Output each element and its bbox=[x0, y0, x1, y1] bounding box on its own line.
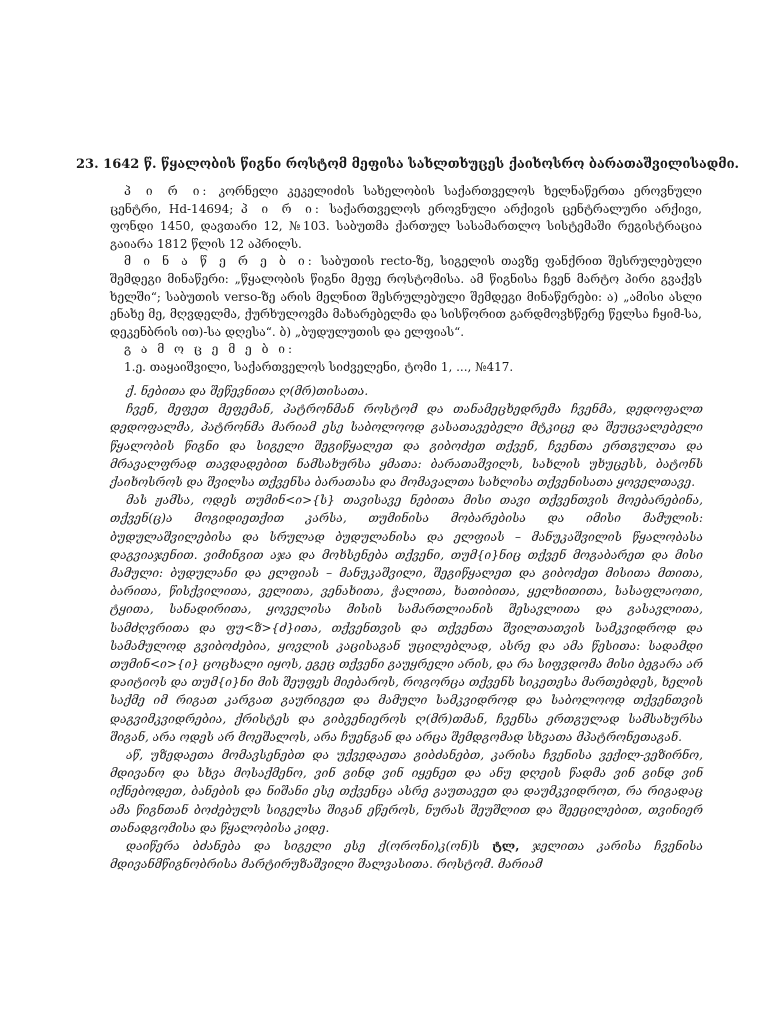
grant-paragraph: ჩვენ, მეფეთ მეფემან, პატრონმან როსტომ და თანამეცხედრემა ჩვენმა, დედოფალთ დედოფალმა, პატრონმა მარიამ ესე საბოლოოდ გასათავებელი მტკიცე და შეუცვალებელი წყალობის წიგნი და სიგელი შეგიწყალეთ და გიბოძეთ თქვენ, ჩვენთა ერთგულთა და მრავალფრად თავდადებით ნამსახურსა ყმათა: ბარათაშვილს, სახლის უხუცესს, ბატონს ქაიხოსროს და შვილსა თქვენსა ბარათასა და მომავალთა სახლისა თქვენისათა ყოველთავე. bbox=[110, 402, 703, 490]
terms-paragraph: მას ჟამსა, ოდეს თუმინ<ი>{ს} თავისავე ნებითა მისი თავი თქვენთვის მოებარებინა, თქვენ(ც)ა მოგიდიეთქით კარსა, თუმინისა მობარებისა და იმისი მამულის: ბუდულაშვილებისა და სრულად ბუდულანისა და ელფიას – მანუკაშვილის წყალობასა დაგვიაჯენით. ვიმინგით აჯა და მოხსენება თქვენი, თუმ{ი}ნიც თქვენ მოგაბარეთ და მისი მამული: ბუდულანი და ელფიას – მანუკაშვილი, შეგიწყალეთ და გიბოძეთ მისითა მთითა, ბარითა, წისქვილითა, ველითა, ვენახითა, ჭალითა, ხათიბითა, ყელხითითა, სასაფლაოთი, ტყითა, სანადირითა, ყოველისა მისის სამართლიანის შესავლითა და გასავლითა, სამძღვრითა და ფუ<ზ>{ძ}ითა, თქვენთვის და თქვენთა შვილთათვის სამკვიდროდ და სამამულოდ გვიბოძებია, ყოვლის კაცისაგან უცილებლად, ასრე და ამა წესითა: სადამდი თუმინ<ი>{ი} ცოცხალი იყოს, ეგეც თქვენი გაუყრელი არის, და რა სიფვდომა მისი ბეგარა არ დაიტიოს და თუმ{ი}ნი მის შეუფეს მიებაროს, როგორცა თქვენს სიკეთესა მართებდეს, ხელის საქმე იმ რიგათ კარგათ გაურიგეთ და მამული სამკვიდროდ და საბოლოოდ თქვენთვის დაგვიმკვიდრებია, ქრისტეს და გიბვენიეროს ღ(მრ)თმან, ჩვენსა ერთგულად სამსახურსა შიგან, არა ოდეს არ მოეშალოს, არა ჩუენგან და არცა შემდგომად სხვათა მპატრონეთაგან. bbox=[110, 493, 703, 744]
publication-item bbox=[110, 359, 702, 377]
notes-label: მ ი ნ ა წ ე რ ე ბ ი: bbox=[124, 254, 315, 269]
publications-label: გ ა მ ო ც ე მ ე ბ ი: bbox=[124, 342, 296, 357]
source-text: კორნელი კეკელიძის სახელობის საქართველოს ხელნაწერთა ეროვნული ცენტრი, Hd-14694; bbox=[110, 184, 702, 216]
instruction-paragraph: აწ, უზედაეთა მომავსენებთ და უქვედაეთა გიბძანებთ, კარისა ჩვენისა ვექილ-ვეზირნო, მდივანო და სხვა მოსაქმენო, ვინ გინდ ვინ იყენეთ და ანუ დღეის წადმა ვინ გინდ ვინ იქნებოდეთ, ბანების და ნიშანი ესე თქვენცა ასრე გაუთავეთ და დაუმკვიდროთ, რა რიგადაც ამა წიგნთან ბოძებულს სიგელსა შიგან ეწეროს, ნურას შეუშლით და შეეცილებით, თვინიერ თანადგომისა და წყალობისა კიდე. bbox=[110, 748, 703, 835]
closing-text: დაიწერა ბძანება და სიგელი ესე ქ(ორონი)კ(ონ)ს bbox=[126, 839, 480, 854]
notes-text: საბუთის recto-ზე, სიგელის თავზე ფანქრით შესრულებული შემდეგი მინაწერი: „წყალობის წიგნი მეფე როსტომისა. ამ წიგნისა ჩვენ მარტო პირი გვაქვს ხელში“; საბუთის verso-ზე არის მელნით შესრულებული შემდეგი მინაწერები: ა) „ამისი ასლი ენახე მე, მღვდელმა, ქურხულოვმა მახარებელმა და სისწორით გარდმოვხწერე წელსა ჩყიმ-სა, დეკენბრის ით)-სა დღესა“. ბ) „ბუდულუთის და ელფიას“. bbox=[110, 254, 703, 339]
copy-label: პ ი რ ი: bbox=[240, 201, 322, 216]
closing-signatures: ჯელითა კარისა ჩვენისა მდივანმწიგნობრისა მარტირუზაშვილი შალვასითა. როსტომ. მარიამ bbox=[110, 839, 703, 872]
publications-entry bbox=[110, 341, 702, 359]
source-label: პ ი რ ი: bbox=[124, 184, 210, 198]
invocation-paragraph: ქ. ნებითა და შეწევნითა ღ(მრ)თისათა. bbox=[126, 384, 369, 398]
notes-entry bbox=[110, 253, 702, 341]
document-body bbox=[110, 382, 703, 873]
closing-paragraph bbox=[110, 837, 703, 873]
publication-text: 1.ე. თაყაიშვილი, საქართველოს სიძველენი, ტომი 1, ..., №417. bbox=[124, 359, 514, 374]
document-metadata bbox=[110, 183, 702, 377]
document-title: 23. 1642 წ. წყალობის წიგნი როსტომ მეფისა სახლთხუცეს ქაიხოსრო ბარათაშვილისადმი. bbox=[76, 157, 740, 172]
copy-text: საქართველოს ეროვნული არქივის ცენტრალური არქივი, ფონდი 1450, დავთარი 12, №103. საბუთმა ქართულ სასამართლო სისტემაში რეგისტრაცია გაიარა 1812 წლის 12 აპრილს. bbox=[110, 201, 702, 251]
year-abbreviation: ტლ, bbox=[492, 839, 520, 854]
source-entry bbox=[110, 183, 702, 253]
